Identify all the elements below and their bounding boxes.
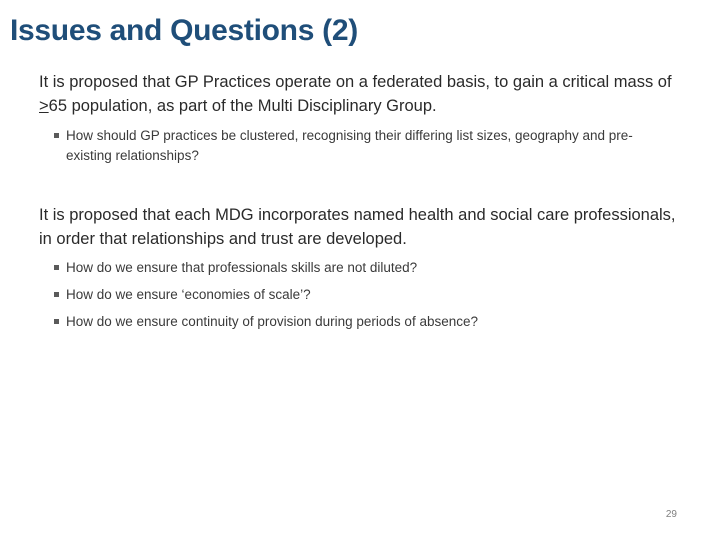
question-item [54,126,674,166]
square-bullet-icon [54,133,59,138]
question-list-2 [54,258,674,339]
question-text: How do we ensure ‘economies of scale’? [66,287,311,302]
greater-equal-symbol: > [39,97,49,115]
proposal-paragraph-1 [39,70,679,118]
question-text: How do we ensure continuity of provision during periods of absence? [66,314,478,329]
question-item [54,285,674,305]
question-item [54,258,674,278]
square-bullet-icon [54,292,59,297]
proposal-1-text-end: 65 population, as part of the Multi Disciplinary Group. [48,97,437,115]
page-number: 29 [665,509,677,520]
proposal-paragraph-2: It is proposed that each MDG incorporates named health and social care professionals, in order that relationships and trust are developed. [39,206,676,248]
question-text: How do we ensure that professionals skills are not diluted? [66,260,418,275]
square-bullet-icon [54,319,59,324]
question-item [54,312,674,332]
slide-title: Issues and Questions (2) [10,14,358,47]
question-list-1 [54,126,674,173]
question-text: How should GP practices be clustered, recognising their differing list sizes, geography and pre-existing relationships? [66,128,633,163]
square-bullet-icon [54,265,59,270]
proposal-1-text-start: It is proposed that GP Practices operate on a federated basis, to gain a critical mass of [39,73,672,91]
